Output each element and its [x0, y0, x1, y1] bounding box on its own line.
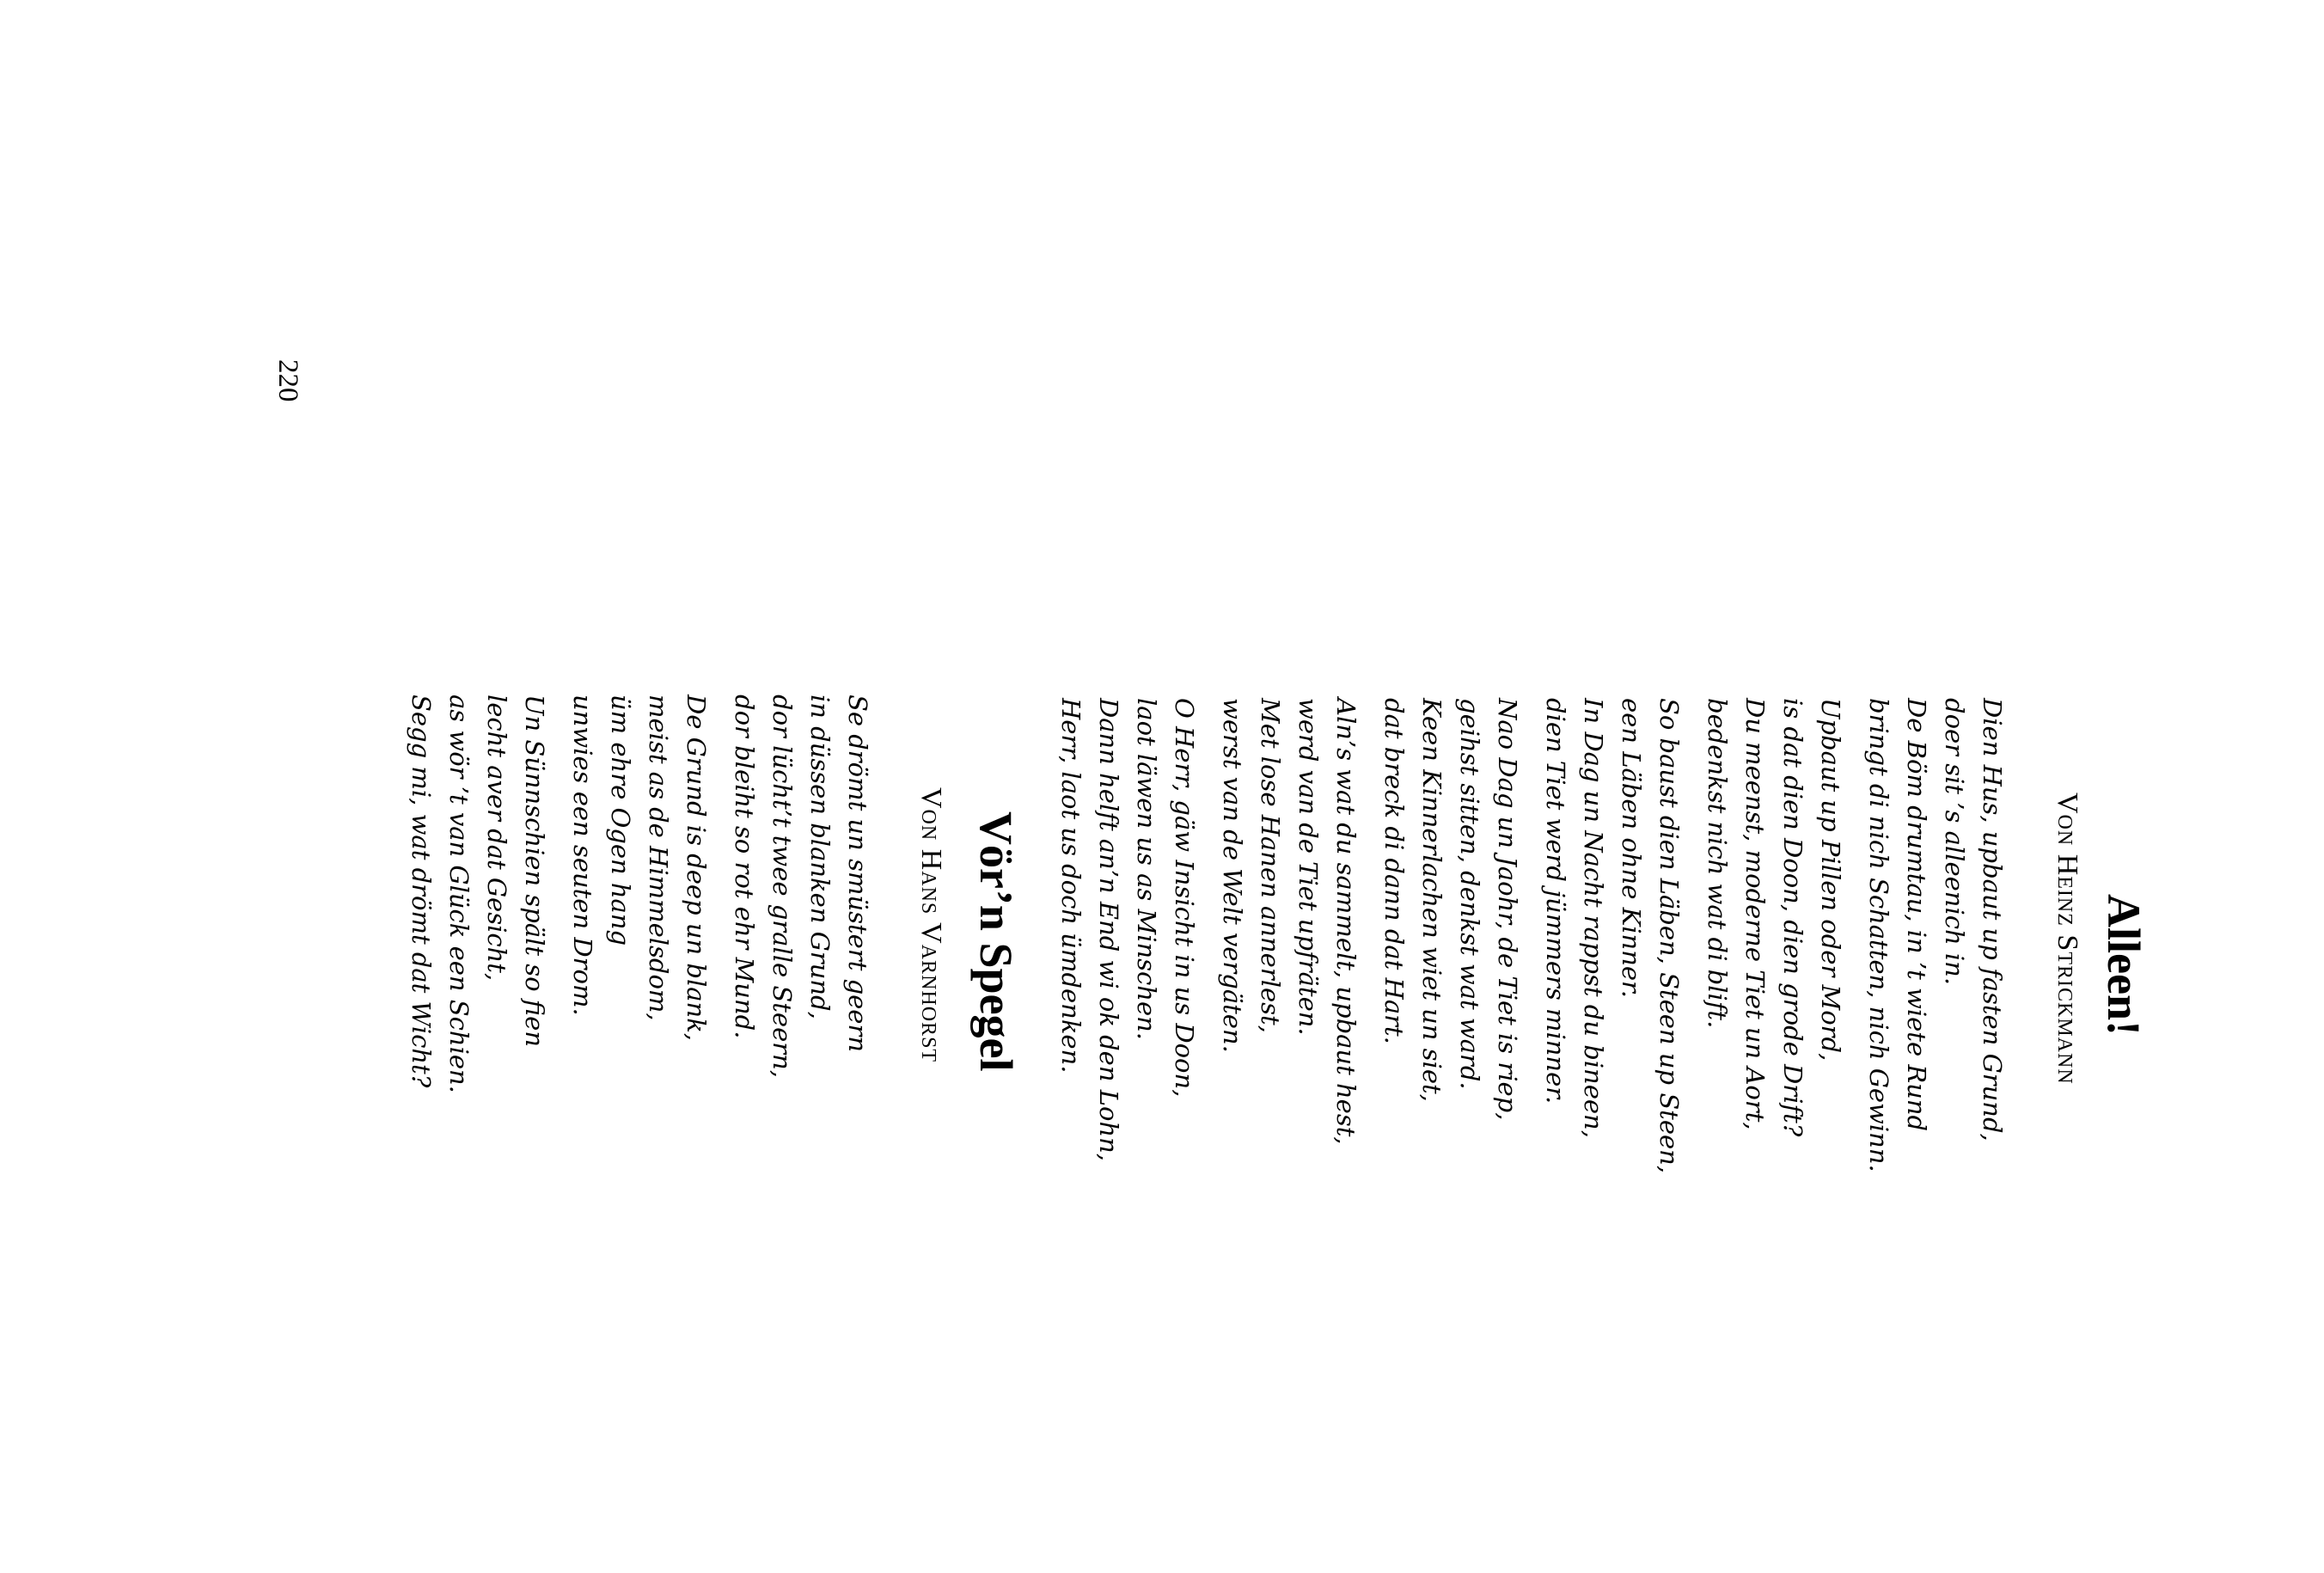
poem-line: geihst sitten, denkst wat ward.	[1455, 698, 1484, 1090]
poem-title-vorn-spegel: Vör’n Spegel	[970, 811, 1022, 1072]
poem-title-alleen: Alleen!	[2098, 894, 2150, 1036]
poem-line: O Herr, gäw Insicht in us Doon,	[1170, 698, 1199, 1098]
page-number: 220	[272, 359, 303, 402]
poem-author-varnhorst: Von Hans Varnhorst	[915, 787, 947, 1063]
poem-line: Un Sünnschien spält so fien	[520, 695, 549, 1047]
poem-line: Keen Kinnerlachen wiet un siet,	[1417, 698, 1446, 1102]
stanza-gap	[1203, 698, 1214, 1351]
poem-line: Se drömt un smüstert geern	[843, 695, 872, 1052]
poem-line: is dat dien Doon, dien grode Drift?	[1778, 698, 1807, 1137]
stanza-gap	[1688, 698, 1698, 1351]
poem-line: dor bleiht so rot ehr Mund.	[730, 695, 759, 1039]
poem-author-strickmann: Von Heinz Strickmann	[2052, 793, 2083, 1085]
poem-line: dat breck di dann dat Hart.	[1379, 698, 1409, 1044]
poem-line: as wör ’t van Glück een Schien.	[444, 695, 474, 1093]
poem-line: unwies een seuten Drom.	[568, 695, 597, 1016]
poem-body-vorn-spegel	[407, 695, 877, 1313]
poem-line: in düssen blanken Grund,	[805, 695, 835, 1019]
poem-line: Du meenst, moderne Tiet un Aort,	[1740, 698, 1770, 1130]
poem-line: Aln’s wat du sammelt, upbaut hest,	[1331, 698, 1361, 1145]
poem-line: In Dag un Nacht rappst du bineen,	[1579, 698, 1608, 1138]
poem-line: Herr, laot us doch ümdenken.	[1056, 698, 1086, 1074]
poem-line: laot läwen us as Minschen.	[1132, 698, 1161, 1041]
poem-body-alleen	[1056, 698, 2011, 1351]
poem-line: bringt di nich Schatten, nich Gewinn.	[1864, 698, 1893, 1172]
poem-line: üm ehre Ogen hang	[606, 695, 635, 946]
poem-line: dor lücht’t twee gralle Steern,	[768, 695, 797, 1078]
stanza-gap	[1526, 698, 1537, 1351]
poem-line: Upbaut up Pillen oder Mord,	[1816, 698, 1845, 1062]
poem-line: Met lose Hanen annerlest,	[1256, 698, 1285, 1033]
poem-line: werst van de Welt vergäten.	[1218, 698, 1247, 1053]
poem-line: Nao Dag un Jaohr, de Tiet is riep,	[1493, 698, 1522, 1121]
poem-line: doer sit ’s alleenich in.	[1940, 698, 1969, 986]
poem-line: Dann helft an’n End wi ok den Lohn,	[1094, 698, 1123, 1162]
poem-line: So baust dien Läben, Steen up Steen,	[1654, 698, 1684, 1174]
poem-line: Dien Hus, upbaut up fasten Grund,	[1978, 698, 2007, 1141]
stanza-gap	[715, 695, 725, 1313]
poem-line: een Läben ohne Kinner.	[1617, 698, 1646, 998]
poem-line: De Grund is deep un blank,	[682, 695, 711, 1042]
poem-line: meist as de Himmelsdom,	[644, 695, 673, 1021]
poem-line: bedenkst nich wat di blift.	[1703, 698, 1732, 1029]
poem-line: dien Tiet werd jümmers minner.	[1541, 698, 1570, 1105]
poem-line: werd van de Tiet upfräten.	[1293, 698, 1323, 1036]
poem-line: De Böm drumtau, in ’t wiete Rund	[1902, 698, 1931, 1132]
stanza-gap	[1850, 698, 1860, 1351]
poem-line: Segg mi, wat drömt dat Wicht?	[407, 695, 436, 1088]
stanza-gap	[1365, 698, 1375, 1351]
stanza-gap	[553, 695, 564, 1313]
poem-line: lecht aver dat Gesicht,	[482, 695, 511, 982]
